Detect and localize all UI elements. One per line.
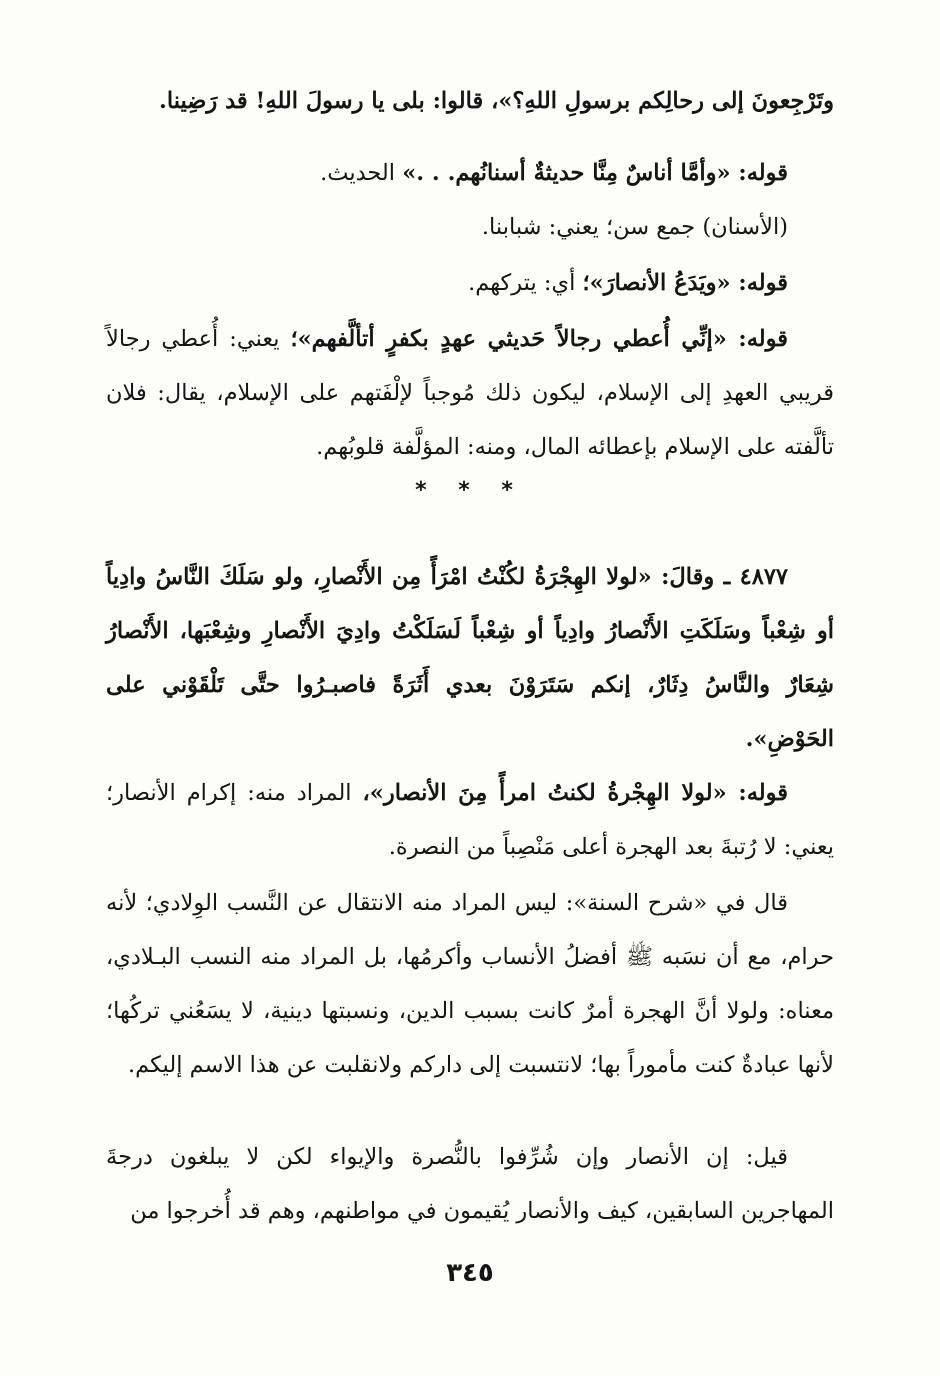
- quoted-phrase: قوله: «إنِّي أُعطي رجالاً حَديثي عهدٍ بكفرٍ أتألَّفهم»؛: [290, 326, 788, 352]
- section-separator: * * *: [415, 478, 525, 503]
- commentary-text: أي: يتركهم.: [468, 270, 583, 296]
- paragraph-hadith-4877: [106, 550, 834, 766]
- paragraph-commentary-yadaa: [106, 256, 834, 310]
- paragraph-qila: قيل: إن الأنصار وإن شُرِّفوا بالنُّصرة والإيواء لكن لا يبلغون درجةَ المهاجرين السابقين، كيف والأنصار يُقيمون في مواطنهم، وهم قد أُخرجوا من: [106, 1144, 834, 1224]
- paragraph-hadith-ending: وتَرْجِعونَ إلى رحالِكم برسولِ اللهِ؟»، قالوا: بلى يا رسولَ اللهِ! قد رَضِينا.: [159, 88, 834, 114]
- paragraph-commentary-asnan: [106, 146, 834, 200]
- page-number: ٣٤٥: [446, 1258, 494, 1288]
- hadith-text: وقالَ: «لولا الهِجْرَةُ لكُنْتُ امْرَأً مِن الأَنْصارِ، ولو سَلَكَ النَّاسُ وادِياً أو شِعْباً وسَلَكَتِ الأَنْصارُ وادِياً أو شِعْباً لَسَلَكْتُ وادِيَ الأَنْصارِ وشِعْبَها، الأَنْصارُ شِعَارٌ والنَّاسُ دِثَارٌ، إنكم سَتَرَوْنَ بعدي أَثَرَةً فاصبـرُوا حتَّى تَلْقَوْني على الحَوْضِ».: [106, 564, 834, 752]
- paragraph-commentary-hijra: [106, 766, 834, 874]
- quoted-phrase: قوله: «وأمَّا أناسٌ مِنَّا حديثةٌ أسنانُهم. . .»: [402, 160, 788, 186]
- paragraph-definition-asnan: (الأسنان) جمع سن؛ يعني: شبابنا.: [481, 214, 788, 240]
- commentary-text: الحديث.: [320, 160, 403, 186]
- quoted-phrase: قوله: «لولا الهِجْرةُ لكنتُ امرأً مِنَ الأنصار»،: [362, 780, 788, 806]
- commentary-text: المراد منه: إكرام الأنصار؛ يعني: لا رُتبةَ بعد الهجرة أعلى مَنْصِباً من النصرة.: [106, 780, 834, 860]
- quoted-phrase: قوله: «ويَدَعُ الأنصارَ»؛: [582, 270, 788, 296]
- paragraph-commentary-uti: [106, 312, 834, 474]
- hadith-number: ٤٨٧٧ ـ: [723, 564, 788, 590]
- paragraph-sharh-sunnah: قال في «شرح السنة»: ليس المراد منه الانتقال عن النَّسب الوِلادي؛ لأنه حرام، مع أن نسَبه ﷺ أفضلُ الأنساب وأكرمُها، بل المراد منه النسب البـلادي، معناه: ولولا أنَّ الهجرة أمرٌ كانت بسبب الدين، ونسبتها دينية، لا يسَعُني تركُها؛ لأنها عبادةٌ كنت مأموراً بها؛ لانتسبت إلى داركم ولانقلبت عن هذا الاسم إليكم.: [106, 890, 834, 1078]
- commentary-text: يعني: أُعطي رجالاً قريبي العهدِ إلى الإسلام، ليكون ذلك مُوجباً لإلْفَتهم على الإسلام، يقال: فلان تألَّفته على الإسلام بإعطائه المال، ومنه: المؤلَّفة قلوبُهم.: [106, 326, 834, 460]
